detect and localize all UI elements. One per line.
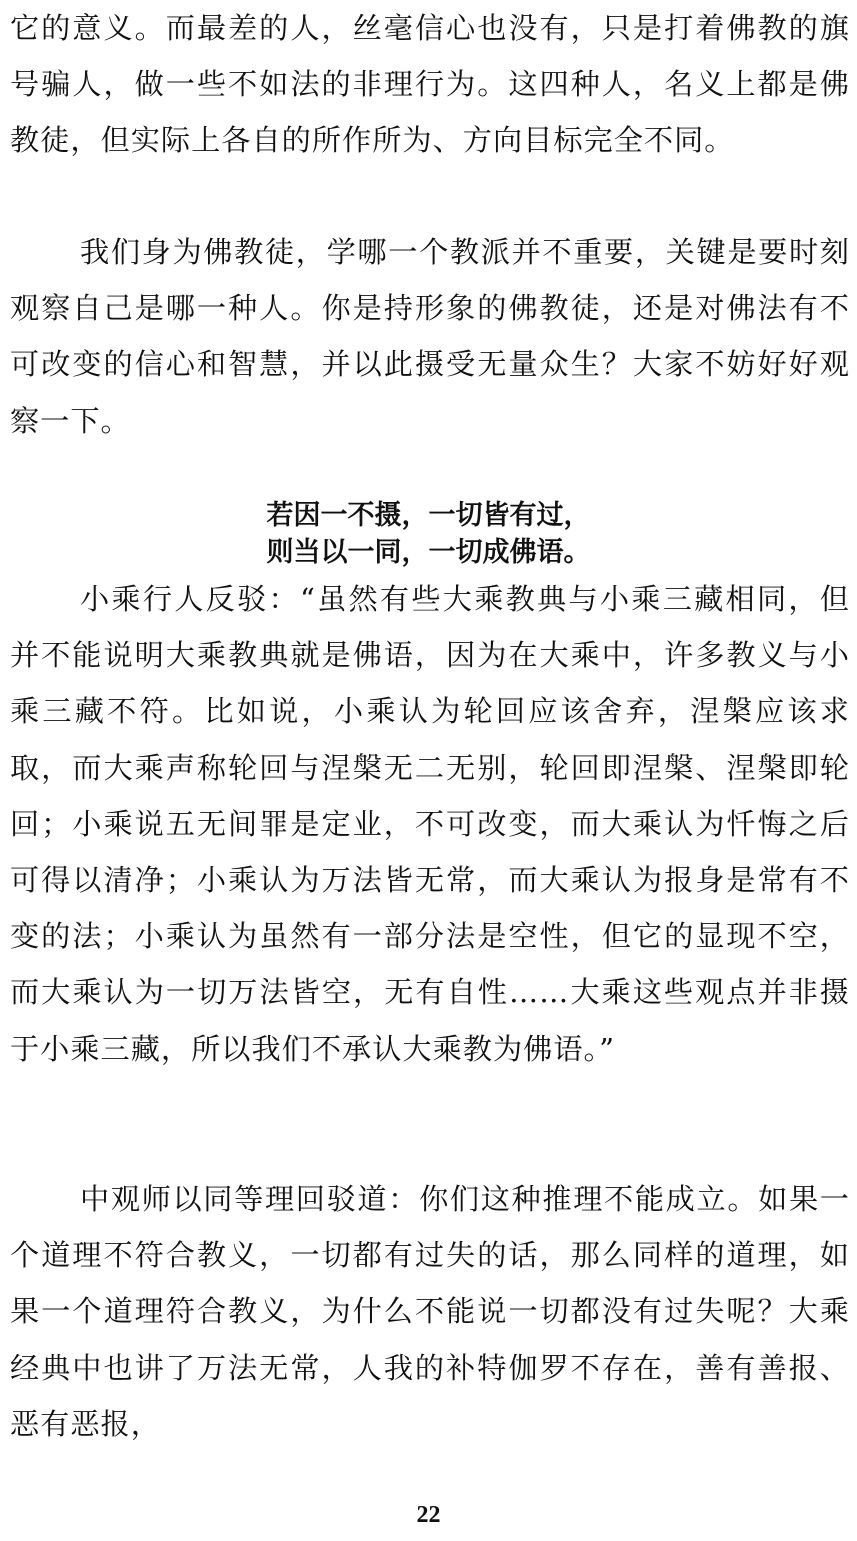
paragraph-continuation: 它的意义。而最差的人，丝毫信心也没有，只是打着佛教的旗号骗人，做一些不如法的非理行为。这四种人，名义上都是佛教徒，但实际上各自的所作所为、方向目标完全不同。 [10,11,850,158]
paragraph-hinayana-objection: 小乘行人反驳：“虽然有些大乘教典与小乘三藏相同，但并不能说明大乘教典就是佛语，因为在大乘中，许多教义与小乘三藏不符。比如说，小乘认为轮回应该舍弃，涅槃应该求取，而大乘声称轮回与涅槃无二无别，轮回即涅槃、涅槃即轮回；小乘说五无间罪是定业，不可改变，而大乘认为忏悔之后可得以清净；小乘认为万法皆无常，而大乘认为报身是常有不变的法；小乘认为虽然有一部分法是空性，但它的显现不空，而大乘认为一切万法皆空，无有自性……大乘这些观点并非摄于小乘三藏，所以我们不承认大乘教为佛语。” [10,582,850,1066]
page-number: 22 [416,1502,441,1528]
paragraph-madhyamaka-reply: 中观师以同等理回驳道：你们这种推理不能成立。如果一个道理不符合教义，一切都有过失的话，那么同样的道理，如果一个道理符合教义，为什么不能说一切都没有过失呢？大乘经典中也讲了万法无常，人我的补特伽罗不存在，善有善报、恶有恶报， [10,1182,850,1441]
verse-line-2: 则当以一同，一切成佛语。 [266,537,591,568]
verse-line-1: 若因一不摄，一切皆有过， [266,500,591,531]
paragraph-observe: 我们身为佛教徒，学哪一个教派并不重要，关键是要时刻观察自己是哪一种人。你是持形象的佛教徒，还是对佛法有不可改变的信心和智慧，并以此摄受无量众生？大家不妨好好观察一下。 [10,235,850,438]
